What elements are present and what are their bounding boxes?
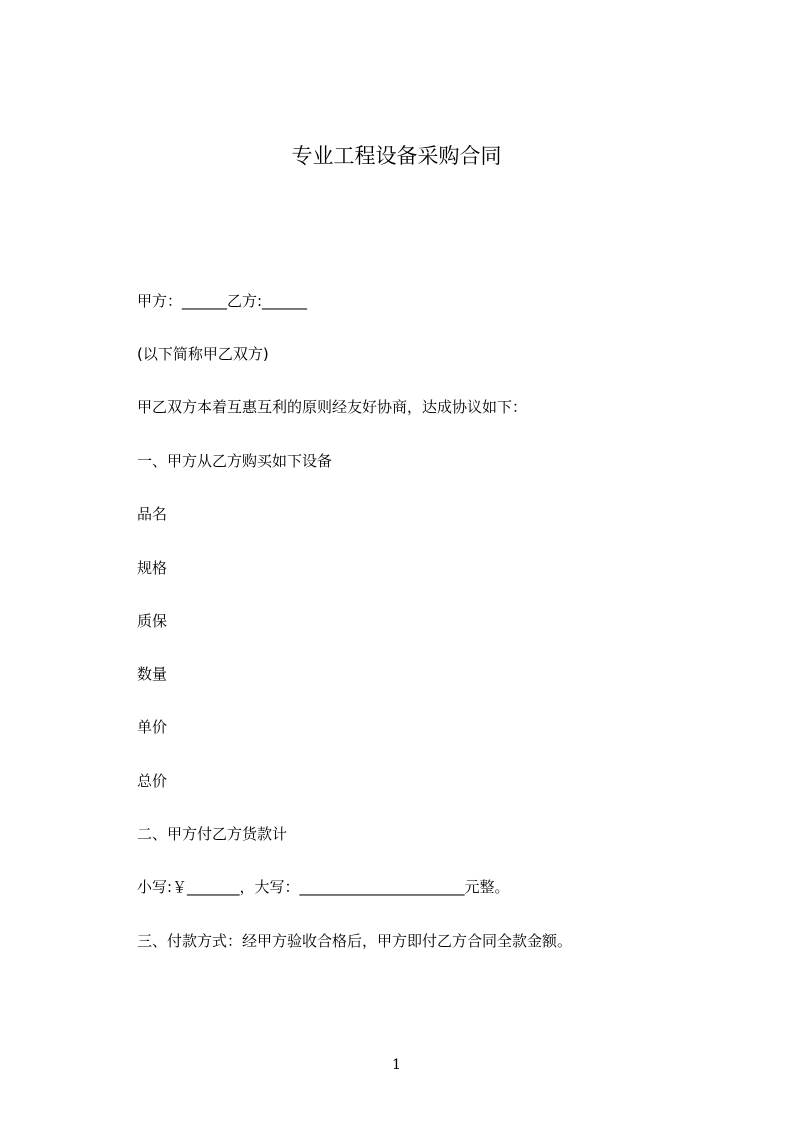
section-three-payment-terms: 三、付款方式：经甲方验收合格后，甲方即付乙方合同全款金额。 <box>137 932 573 950</box>
item-total-price: 总价 <box>137 772 168 790</box>
item-quantity: 数量 <box>137 665 168 683</box>
item-product-name: 品名 <box>137 505 168 523</box>
amount-line: 小写:￥_______，大写：______________________元整。 <box>137 878 510 896</box>
item-specification: 规格 <box>137 559 168 577</box>
contract-title: 专业工程设备采购合同 <box>291 144 502 168</box>
item-unit-price: 单价 <box>137 718 168 736</box>
section-one-heading: 一、甲方从乙方购买如下设备 <box>137 452 333 470</box>
agreement-preamble: 甲乙双方本着互惠互利的原则经友好协商，达成协议如下： <box>137 398 528 416</box>
section-two-heading: 二、甲方付乙方货款计 <box>137 825 288 843</box>
page-number: 1 <box>392 1057 401 1073</box>
party-line: 甲方：______乙方:______ <box>137 292 308 310</box>
item-warranty: 质保 <box>137 612 168 630</box>
parties-abbreviation: (以下简称甲乙双方) <box>137 345 269 363</box>
